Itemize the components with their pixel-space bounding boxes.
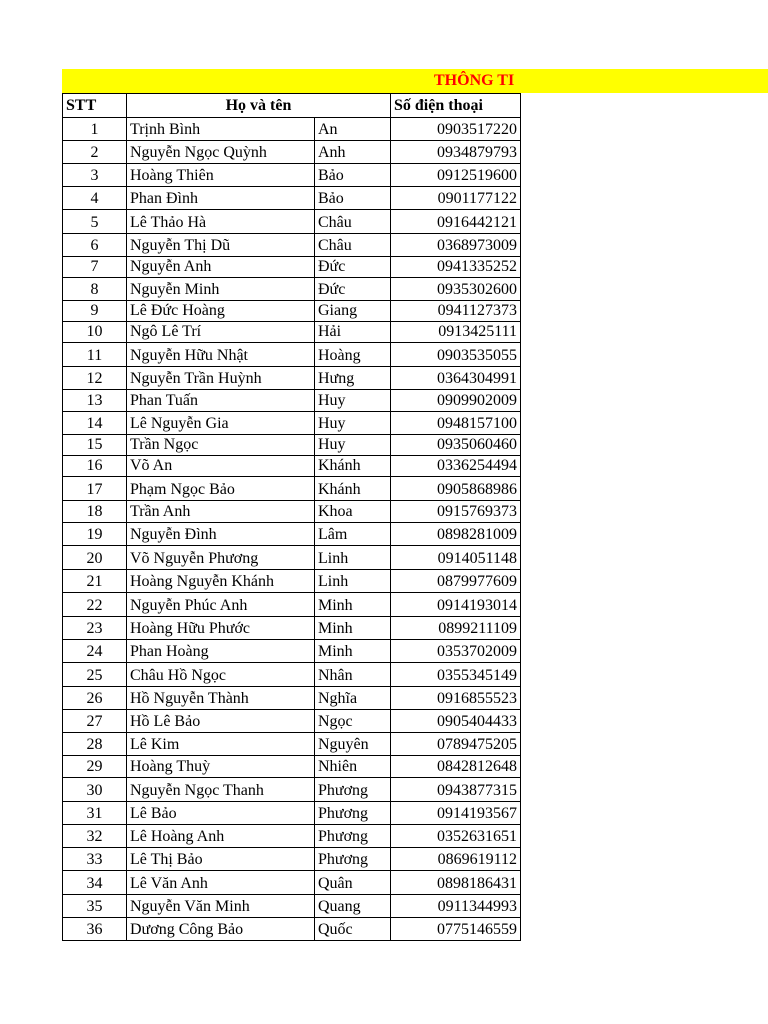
stt-cell[interactable]: 29 (63, 756, 127, 778)
first-name-cell[interactable]: Lê Hoàng Anh (127, 825, 315, 848)
stt-cell[interactable]: 2 (63, 141, 127, 164)
stt-cell[interactable]: 18 (63, 501, 127, 523)
first-name-cell[interactable]: Châu Hồ Ngọc (127, 663, 315, 687)
phone-header[interactable]: Số điện thoại (391, 94, 521, 118)
first-name-cell[interactable]: Lê Văn Anh (127, 871, 315, 895)
phone-cell[interactable]: 0909902009 (391, 390, 521, 412)
stt-cell[interactable]: 32 (63, 825, 127, 848)
last-name-cell[interactable]: Hải (315, 322, 391, 343)
stt-cell[interactable]: 15 (63, 435, 127, 456)
last-name-cell[interactable]: Minh (315, 593, 391, 617)
table-row (63, 343, 521, 367)
stt-cell[interactable]: 34 (63, 871, 127, 895)
last-name-cell[interactable]: Phương (315, 778, 391, 802)
last-name-cell[interactable]: Minh (315, 617, 391, 640)
table-row (63, 570, 521, 593)
table-row (63, 733, 521, 756)
stt-cell[interactable]: 11 (63, 343, 127, 367)
phone-cell[interactable]: 0911344993 (391, 895, 521, 918)
table-row (63, 895, 521, 918)
first-name-cell[interactable]: Lê Nguyễn Gia (127, 412, 315, 435)
table-row (63, 802, 521, 825)
last-name-cell[interactable]: Đức (315, 257, 391, 278)
first-name-cell[interactable]: Phan Tuấn (127, 390, 315, 412)
stt-cell[interactable]: 17 (63, 477, 127, 501)
stt-cell[interactable]: 19 (63, 523, 127, 546)
phone-cell[interactable]: 0775146559 (391, 918, 521, 941)
table-row (63, 593, 521, 617)
first-name-cell[interactable]: Phạm Ngọc Bảo (127, 477, 315, 501)
stt-cell[interactable]: 16 (63, 456, 127, 477)
table-row (63, 257, 521, 278)
table-row (63, 710, 521, 733)
phone-cell[interactable]: 0898281009 (391, 523, 521, 546)
phone-cell[interactable]: 0336254494 (391, 456, 521, 477)
roster-table (62, 93, 521, 941)
first-name-cell[interactable]: Hoàng Thiên (127, 164, 315, 187)
name-header[interactable]: Họ và tên (127, 94, 391, 118)
table-row (63, 918, 521, 941)
first-name-cell[interactable]: Phan Hoàng (127, 640, 315, 663)
first-name-cell[interactable]: Lê Thảo Hà (127, 210, 315, 234)
stt-cell[interactable]: 13 (63, 390, 127, 412)
table-row (63, 435, 521, 456)
table-row (63, 456, 521, 477)
first-name-cell[interactable]: Võ An (127, 456, 315, 477)
stt-cell[interactable]: 5 (63, 210, 127, 234)
table-row (63, 367, 521, 390)
table-row (63, 687, 521, 710)
table-row (63, 164, 521, 187)
phone-cell[interactable]: 0901177122 (391, 187, 521, 210)
last-name-cell[interactable]: Quốc (315, 918, 391, 941)
table-row (63, 477, 521, 501)
header-row (63, 94, 521, 118)
phone-cell[interactable]: 0912519600 (391, 164, 521, 187)
first-name-cell[interactable]: Trần Ngọc (127, 435, 315, 456)
table-row (63, 118, 521, 141)
first-name-cell[interactable]: Nguyễn Văn Minh (127, 895, 315, 918)
stt-cell[interactable]: 26 (63, 687, 127, 710)
table-row (63, 756, 521, 778)
last-name-cell[interactable]: Phương (315, 825, 391, 848)
table-row (63, 825, 521, 848)
last-name-cell[interactable]: Huy (315, 412, 391, 435)
stt-cell[interactable]: 8 (63, 278, 127, 301)
last-name-cell[interactable]: Hưng (315, 367, 391, 390)
first-name-cell[interactable]: Nguyễn Trần Huỳnh (127, 367, 315, 390)
phone-cell[interactable]: 0935060460 (391, 435, 521, 456)
phone-cell[interactable]: 0355345149 (391, 663, 521, 687)
sheet-title: THÔNG TI (434, 72, 515, 89)
phone-cell[interactable]: 0353702009 (391, 640, 521, 663)
stt-cell[interactable]: 36 (63, 918, 127, 941)
last-name-cell[interactable]: Khoa (315, 501, 391, 523)
first-name-cell[interactable]: Võ Nguyễn Phương (127, 546, 315, 570)
first-name-cell[interactable]: Hoàng Thuỳ (127, 756, 315, 778)
last-name-cell[interactable]: Khánh (315, 477, 391, 501)
table-row (63, 778, 521, 802)
stt-cell[interactable]: 35 (63, 895, 127, 918)
stt-header[interactable]: STT (63, 94, 127, 118)
first-name-cell[interactable]: Nguyễn Đình (127, 523, 315, 546)
title-bar (62, 69, 768, 93)
phone-cell[interactable]: 0869619112 (391, 848, 521, 871)
phone-cell[interactable]: 0916855523 (391, 687, 521, 710)
table-row (63, 501, 521, 523)
last-name-cell[interactable]: Nhiên (315, 756, 391, 778)
first-name-cell[interactable]: Lê Đức Hoàng (127, 301, 315, 322)
first-name-cell[interactable]: Ngô Lê Trí (127, 322, 315, 343)
stt-cell[interactable]: 30 (63, 778, 127, 802)
last-name-cell[interactable]: Huy (315, 435, 391, 456)
last-name-cell[interactable]: Châu (315, 210, 391, 234)
stt-cell[interactable]: 1 (63, 118, 127, 141)
last-name-cell[interactable]: Châu (315, 234, 391, 257)
table-row (63, 871, 521, 895)
table-row (63, 322, 521, 343)
last-name-cell[interactable]: Giang (315, 301, 391, 322)
first-name-cell[interactable]: Dương Công Bảo (127, 918, 315, 941)
phone-cell[interactable]: 0903535055 (391, 343, 521, 367)
roster-body (63, 118, 521, 941)
stt-cell[interactable]: 27 (63, 710, 127, 733)
phone-cell[interactable]: 0914051148 (391, 546, 521, 570)
last-name-cell[interactable]: Nghĩa (315, 687, 391, 710)
stt-cell[interactable]: 31 (63, 802, 127, 825)
first-name-cell[interactable]: Lê Kim (127, 733, 315, 756)
last-name-cell[interactable]: Nguyên (315, 733, 391, 756)
last-name-cell[interactable]: Lâm (315, 523, 391, 546)
table-row (63, 301, 521, 322)
first-name-cell[interactable]: Nguyễn Hữu Nhật (127, 343, 315, 367)
first-name-cell[interactable]: Nguyễn Anh (127, 257, 315, 278)
stt-cell[interactable]: 21 (63, 570, 127, 593)
table-row (63, 210, 521, 234)
last-name-cell[interactable]: Phương (315, 848, 391, 871)
phone-cell[interactable]: 0905868986 (391, 477, 521, 501)
phone-cell[interactable]: 0789475205 (391, 733, 521, 756)
first-name-cell[interactable]: Lê Bảo (127, 802, 315, 825)
last-name-cell[interactable]: Ngọc (315, 710, 391, 733)
phone-cell[interactable]: 0948157100 (391, 412, 521, 435)
first-name-cell[interactable]: Nguyễn Minh (127, 278, 315, 301)
stt-cell[interactable]: 20 (63, 546, 127, 570)
table-row (63, 187, 521, 210)
table-row (63, 546, 521, 570)
last-name-cell[interactable]: Linh (315, 546, 391, 570)
phone-cell[interactable]: 0913425111 (391, 322, 521, 343)
last-name-cell[interactable]: Khánh (315, 456, 391, 477)
stt-cell[interactable]: 9 (63, 301, 127, 322)
table-row (63, 141, 521, 164)
last-name-cell[interactable]: Quân (315, 871, 391, 895)
phone-cell[interactable]: 0879977609 (391, 570, 521, 593)
last-name-cell[interactable]: Hoàng (315, 343, 391, 367)
last-name-cell[interactable]: Minh (315, 640, 391, 663)
last-name-cell[interactable]: Bảo (315, 187, 391, 210)
stt-cell[interactable]: 10 (63, 322, 127, 343)
phone-cell[interactable]: 0905404433 (391, 710, 521, 733)
stt-cell[interactable]: 4 (63, 187, 127, 210)
phone-cell[interactable]: 0368973009 (391, 234, 521, 257)
first-name-cell[interactable]: Nguyễn Ngọc Thanh (127, 778, 315, 802)
phone-cell[interactable]: 0935302600 (391, 278, 521, 301)
stt-cell[interactable]: 25 (63, 663, 127, 687)
stt-cell[interactable]: 14 (63, 412, 127, 435)
last-name-cell[interactable]: Đức (315, 278, 391, 301)
first-name-cell[interactable]: Hồ Nguyễn Thành (127, 687, 315, 710)
table-row (63, 278, 521, 301)
phone-cell[interactable]: 0903517220 (391, 118, 521, 141)
last-name-cell[interactable]: Phương (315, 802, 391, 825)
phone-cell[interactable]: 0914193567 (391, 802, 521, 825)
phone-cell[interactable]: 0941127373 (391, 301, 521, 322)
last-name-cell[interactable]: Nhân (315, 663, 391, 687)
first-name-cell[interactable]: Nguyễn Phúc Anh (127, 593, 315, 617)
last-name-cell[interactable]: An (315, 118, 391, 141)
stt-cell[interactable]: 33 (63, 848, 127, 871)
first-name-cell[interactable]: Nguyễn Thị Dũ (127, 234, 315, 257)
first-name-cell[interactable]: Hồ Lê Bảo (127, 710, 315, 733)
phone-cell[interactable]: 0941335252 (391, 257, 521, 278)
first-name-cell[interactable]: Hoàng Nguyễn Khánh (127, 570, 315, 593)
last-name-cell[interactable]: Huy (315, 390, 391, 412)
first-name-cell[interactable]: Lê Thị Bảo (127, 848, 315, 871)
last-name-cell[interactable]: Bảo (315, 164, 391, 187)
first-name-cell[interactable]: Hoàng Hữu Phước (127, 617, 315, 640)
stt-cell[interactable]: 24 (63, 640, 127, 663)
stt-cell[interactable]: 23 (63, 617, 127, 640)
phone-cell[interactable]: 0943877315 (391, 778, 521, 802)
table-row (63, 640, 521, 663)
first-name-cell[interactable]: Nguyễn Ngọc Quỳnh (127, 141, 315, 164)
table-row (63, 412, 521, 435)
last-name-cell[interactable]: Linh (315, 570, 391, 593)
table-row (63, 390, 521, 412)
phone-cell[interactable]: 0934879793 (391, 141, 521, 164)
table-row (63, 523, 521, 546)
phone-cell[interactable]: 0899211109 (391, 617, 521, 640)
first-name-cell[interactable]: Trần Anh (127, 501, 315, 523)
table-row (63, 617, 521, 640)
stt-cell[interactable]: 6 (63, 234, 127, 257)
phone-cell[interactable]: 0842812648 (391, 756, 521, 778)
first-name-cell[interactable]: Phan Đình (127, 187, 315, 210)
phone-cell[interactable]: 0915769373 (391, 501, 521, 523)
table-row (63, 848, 521, 871)
phone-cell[interactable]: 0898186431 (391, 871, 521, 895)
phone-cell[interactable]: 0914193014 (391, 593, 521, 617)
last-name-cell[interactable]: Anh (315, 141, 391, 164)
phone-cell[interactable]: 0364304991 (391, 367, 521, 390)
table-row (63, 663, 521, 687)
first-name-cell[interactable]: Trịnh Bình (127, 118, 315, 141)
stt-cell[interactable]: 3 (63, 164, 127, 187)
stt-cell[interactable]: 22 (63, 593, 127, 617)
stt-cell[interactable]: 28 (63, 733, 127, 756)
last-name-cell[interactable]: Quang (315, 895, 391, 918)
phone-cell[interactable]: 0352631651 (391, 825, 521, 848)
stt-cell[interactable]: 7 (63, 257, 127, 278)
table-row (63, 234, 521, 257)
stt-cell[interactable]: 12 (63, 367, 127, 390)
phone-cell[interactable]: 0916442121 (391, 210, 521, 234)
